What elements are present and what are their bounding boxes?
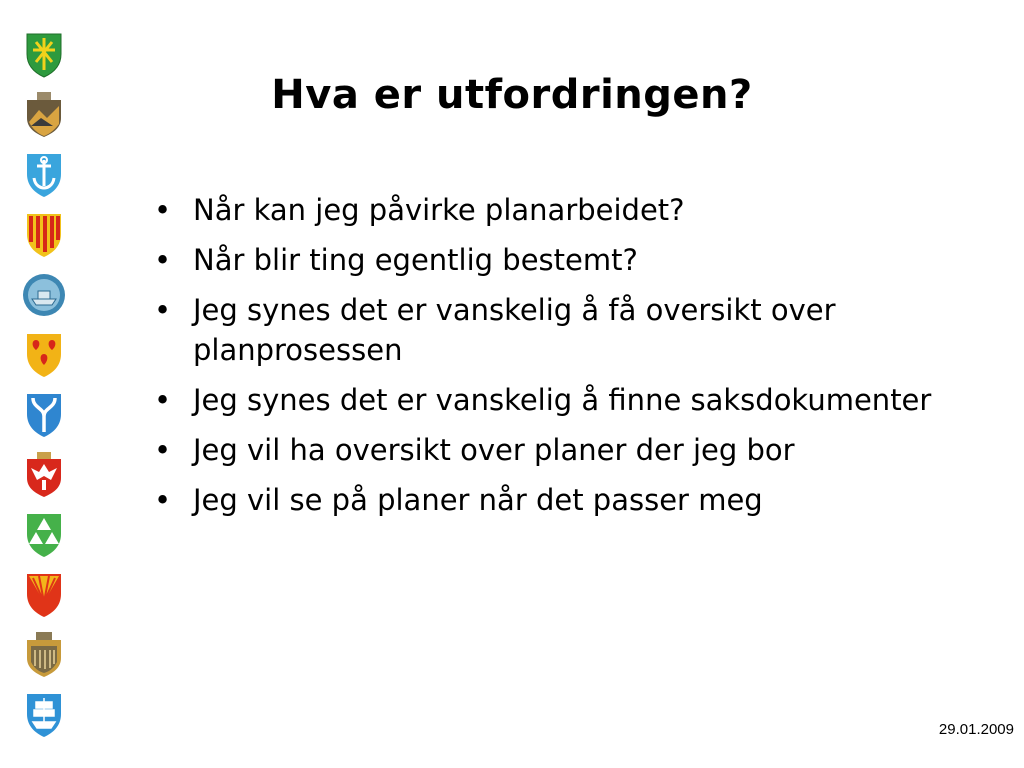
crest-red-eagle-icon: [20, 450, 68, 500]
bullet-text: Jeg synes det er vanskelig å få oversikt over planprosessen: [193, 293, 836, 367]
list-item: [152, 290, 982, 370]
crest-blue-ship-icon: [20, 690, 68, 740]
crest-red-yellow-sun-icon: [20, 570, 68, 620]
crest-blue-branch-icon: [20, 390, 68, 440]
crest-blue-anchor-icon: [20, 150, 68, 200]
bullet-text: Jeg vil se på planer når det passer meg: [193, 483, 763, 517]
bullet-text: Jeg vil ha oversikt over planer der jeg bor: [193, 433, 795, 467]
list-item: [152, 380, 982, 420]
slide-title: Hva er utfordringen?: [271, 72, 753, 118]
bullet-text: Jeg synes det er vanskelig å finne saksdokumenter: [193, 383, 932, 417]
bullet-list: [152, 190, 982, 530]
bullet-text: Når kan jeg påvirke planarbeidet?: [193, 193, 685, 227]
crest-round-seal-icon: [20, 270, 68, 320]
bullet-dot: •: [154, 483, 172, 517]
bullet-dot: •: [154, 433, 172, 467]
bullet-dot: •: [154, 293, 172, 327]
list-item: [152, 240, 982, 280]
bullet-dot: •: [154, 193, 172, 227]
crest-red-yellow-stripes-icon: [20, 210, 68, 260]
list-item: [152, 190, 982, 230]
crest-yellow-red-hearts-icon: [20, 330, 68, 380]
bullet-text: Når blir ting egentlig bestemt?: [193, 243, 638, 277]
slide-date: 29.01.2009: [938, 721, 1014, 738]
list-item: [152, 480, 982, 520]
bullet-dot: •: [154, 383, 172, 417]
bullet-dot: •: [154, 243, 172, 277]
crest-green-triangles-icon: [20, 510, 68, 560]
crest-brown-castle-icon: [20, 630, 68, 680]
list-item: [152, 430, 982, 470]
